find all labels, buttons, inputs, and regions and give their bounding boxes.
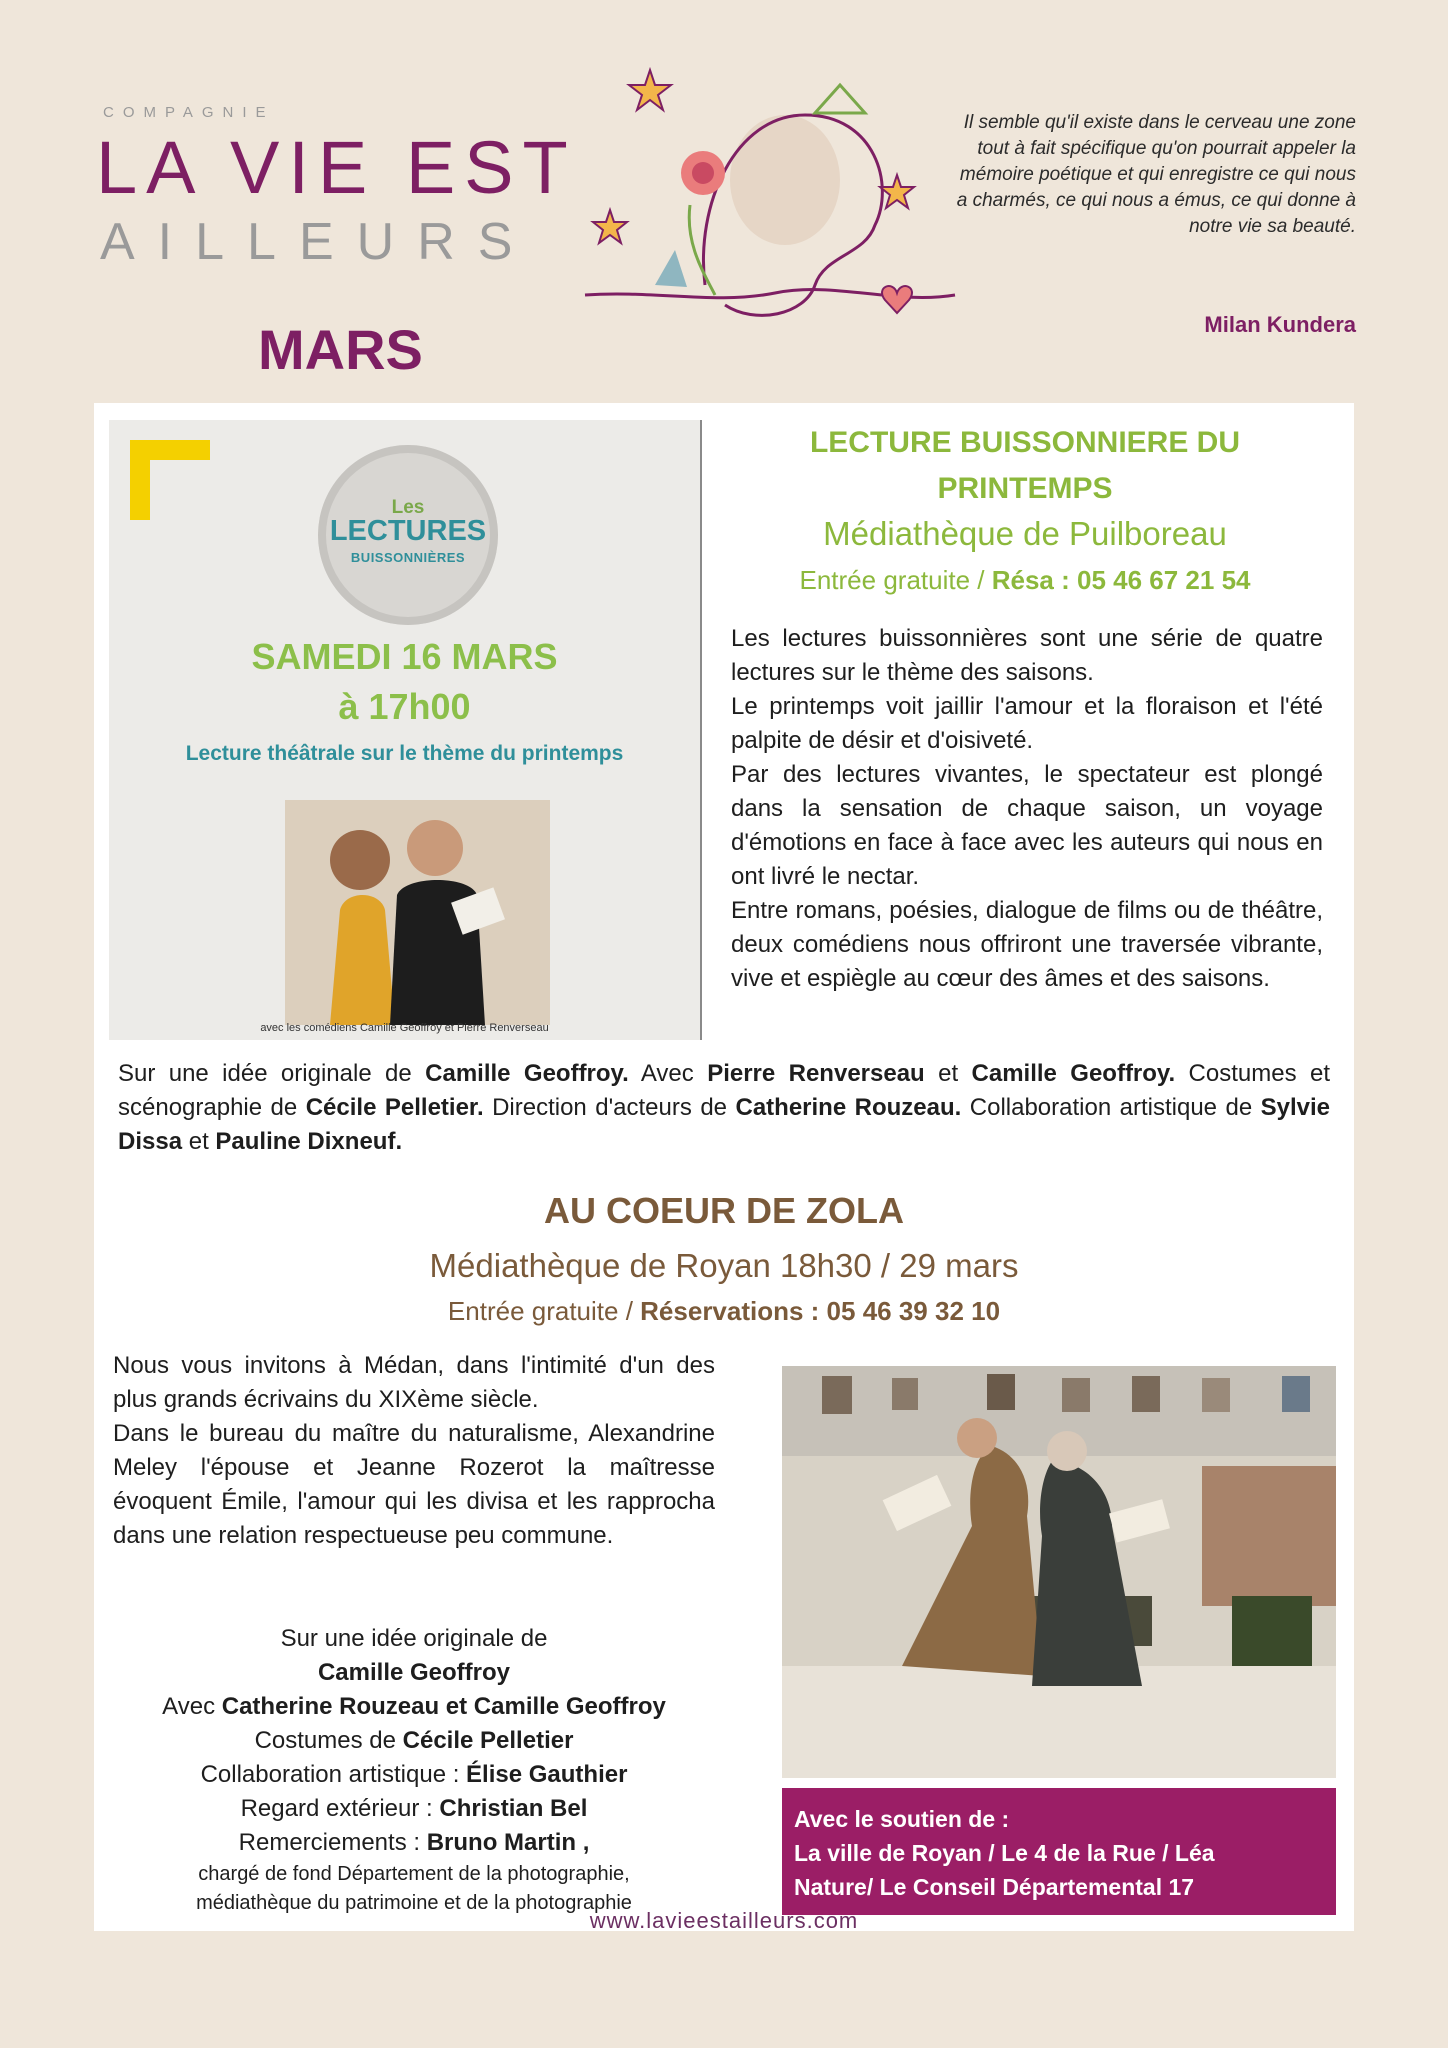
paragraph: Dans le bureau du maître du naturalisme, Alexandrine Meley l'épouse et Jeanne Rozerot la maîtresse évoquent Émile, l'amour qui les divisa et les rapprocha dans une relation respectueuse peu commune. <box>113 1420 715 1549</box>
support-line: Nature/ Le Conseil Départemental 17 <box>794 1874 1195 1900</box>
quote-author: Milan Kundera <box>1204 312 1356 337</box>
support-heading: Avec le soutien de : <box>794 1806 1010 1832</box>
credit-line: Costumes de Cécile Pelletier <box>254 1727 574 1754</box>
logo-line2: AILLEURS <box>100 213 536 271</box>
kundera-quote: Il semble qu'il existe dans le cerveau une zone tout à fait spécifique qu'on pourrait appeler la mémoire poétique et qui enregistre ce qui nous a charmés, ce qui nous a émus, ce qui donne à notre vie sa beauté. <box>956 112 1356 237</box>
credit-line: Regard extérieur : Christian Bel <box>240 1795 588 1822</box>
yellow-corner-decoration <box>130 440 210 520</box>
credit-line: Camille Geoffroy <box>317 1659 511 1686</box>
badge-sub-text: BUISSONNIÈRES <box>350 550 466 565</box>
credit-line: médiathèque du patrimoine et de la photographie <box>196 1892 632 1914</box>
month-title: MARS <box>258 318 423 381</box>
badge-big-text: LECTURES <box>329 515 487 547</box>
event1-credits: Sur une idée originale de Camille Geoffroy. Avec Pierre Renverseau et Camille Geoffroy. Costumes et scénographie de Cécile Pelletier. Direction d'acteurs de Catherine Rouzeau. Collaboration artistique de Sylvie Dissa et Pauline Dixneuf. <box>118 1060 1331 1155</box>
paragraph: Entre romans, poésies, dialogue de films ou de théâtre, deux comédiens nous offriront une traversée vibrante, vive et espiègle au cœur des âmes et des saisons. <box>731 897 1323 992</box>
badge-small-text: Les <box>391 497 425 518</box>
event1-venue: Médiathèque de Puilboreau <box>823 515 1227 552</box>
poster-credit: avec les comédiens Camille Geoffroy et Pierre Renverseau <box>260 1022 549 1034</box>
credit-line: Sur une idée originale de <box>280 1625 548 1652</box>
support-box <box>782 1788 1336 1915</box>
event2-title: AU COEUR DE ZOLA <box>544 1190 904 1231</box>
event1-entry: Entrée gratuite / Résa : 05 46 67 21 54 <box>799 565 1251 595</box>
poster-date: SAMEDI 16 MARS <box>251 636 558 677</box>
support-line: La ville de Royan / Le 4 de la Rue / Léa <box>794 1840 1215 1866</box>
credit-line: Remerciements : Bruno Martin , <box>238 1829 590 1856</box>
paragraph: Par des lectures vivantes, le spectateur est plongé dans la sensation de chaque saison, un voyage d'émotions en face à face avec les auteurs qui nous en ont livré le nectar. <box>731 761 1323 890</box>
event2-credits <box>113 1622 715 1918</box>
poetic-head-illustration <box>575 55 965 345</box>
poster-divider <box>700 420 702 1040</box>
paragraph: Le printemps voit jaillir l'amour et la floraison et l'été palpite de désir et d'oisiveté. <box>731 693 1323 754</box>
event1-title: LECTURE BUISSONNIERE DU PRINTEMPS <box>809 426 1241 505</box>
credit-line: Collaboration artistique : Élise Gauthier <box>200 1761 628 1788</box>
paragraph: Nous vous invitons à Médan, dans l'intimité d'un des plus grands écrivains du XIXème siècle. <box>113 1352 715 1413</box>
poster-time: à 17h00 <box>338 686 471 727</box>
event1-reservation: Résa : 05 46 67 21 54 <box>991 565 1251 595</box>
credit-line: chargé de fond Département de la photographie, <box>198 1863 630 1885</box>
website-link[interactable]: www.lavieestailleurs.com <box>589 1908 859 1933</box>
actors-photo <box>285 800 550 1025</box>
logo-compagnie: COMPAGNIE <box>103 104 275 121</box>
event2-reservation: Réservations : 05 46 39 32 10 <box>640 1296 1001 1326</box>
event2-entry: Entrée gratuite / Réservations : 05 46 39 32 10 <box>447 1296 1001 1326</box>
zola-actresses-photo <box>782 1366 1336 1778</box>
credit-line: Avec Catherine Rouzeau et Camille Geoffroy <box>162 1693 666 1720</box>
poster-subtitle: Lecture théâtrale sur le thème du printemps <box>185 742 624 765</box>
event2-description <box>113 1349 715 1553</box>
event1-description <box>731 622 1323 996</box>
logo-line1: LA VIE EST <box>96 126 577 209</box>
paragraph: Les lectures buissonnières sont une série de quatre lectures sur le thème des saisons. <box>731 625 1323 686</box>
event2-venue: Médiathèque de Royan 18h30 / 29 mars <box>429 1247 1019 1284</box>
